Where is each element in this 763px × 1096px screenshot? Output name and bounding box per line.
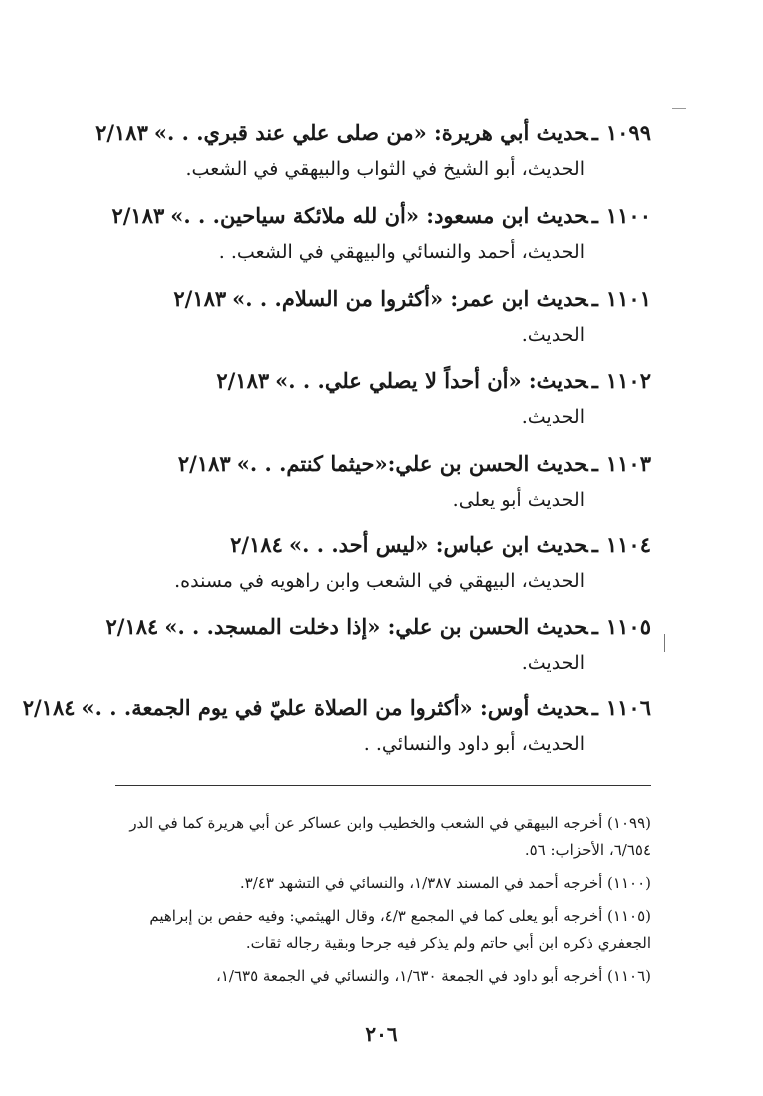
hadith-entry [23,693,651,759]
entry-title: حديث: «أن أحداً لا يصلي علي. . .» [275,368,588,393]
entry-reference: ٢/١٨٣ [111,203,165,228]
entry-body: الحديث، البيهقي في الشعب وابن راهويه في مسنده. [174,570,585,592]
entry-number: ١١٠٤ [605,532,651,557]
entry-heading [23,693,651,723]
entry-reference: ٢/١٨٤ [105,614,159,639]
hadith-entry [173,284,651,350]
entry-title: حديث الحسن بن علي: «إذا دخلت المسجد. . .» [164,614,588,639]
entry-body: الحديث. [521,652,585,674]
footnote-separator [115,785,651,786]
entry-dash: ـ [591,368,598,393]
footnote-text: (١٠٩٩) أخرجه البيهقي في الشعب والخطيب وابن عساكر عن أبي هريرة كما في الدر ٦/٦٥٤، الأحزاب: ٥٦. [129,814,651,859]
entry-heading [178,449,651,479]
entry-body: الحديث. [521,406,585,428]
entry-heading [174,530,651,560]
footnote-text: (١١٠٦) أخرجه أبو داود في الجمعة ١/٦٣٠، والنسائي في الجمعة ١/٦٣٥، [216,967,651,985]
entry-number: ١١٠٥ [605,614,651,639]
entry-title: حديث ابن عمر: «أكثروا من السلام. . .» [232,286,588,311]
entry-dash: ـ [591,286,598,311]
entry-title: حديث ابن مسعود: «أن لله ملائكة سياحين. . .» [170,203,588,228]
entry-heading [95,118,651,148]
entry-heading [216,366,651,396]
entry-title: حديث أبي هريرة: «من صلى علي عند قبري. . .» [153,120,588,145]
entry-dash: ـ [591,203,598,228]
entry-dash: ـ [591,532,598,557]
hadith-entry [95,118,651,184]
hadith-entry [106,612,651,678]
entry-number: ١١٠٠ [605,203,651,228]
footnote [111,903,651,957]
footnote-text: (١١٠٠) أخرجه أحمد في المسند ١/٣٨٧، والنسائي في التشهد ٣/٤٣. [239,874,651,892]
entry-body: الحديث، أحمد والنسائي والبيهقي في الشعب. . [218,241,585,263]
entry-reference: ٢/١٨٣ [216,368,270,393]
entry-reference: ٢/١٨٤ [22,695,76,720]
entry-number: ١٠٩٩ [605,120,651,145]
entry-reference: ٢/١٨٣ [95,120,148,145]
entry-title: حديث الحسن بن علي:«حيثما كنتم. . .» [236,451,588,476]
entry-reference: ٢/١٨٣ [177,451,231,476]
hadith-entry [111,201,651,267]
footnote [111,963,651,990]
entry-body: الحديث، أبو الشيخ في الثواب والبيهقي في الشعب. [185,158,585,180]
entry-title: حديث ابن عباس: «ليس أحد. . .» [288,532,588,557]
entry-dash: ـ [591,120,598,145]
entry-heading [111,201,651,231]
hadith-entry [174,530,651,596]
entry-dash: ـ [591,451,598,476]
entry-heading [173,284,651,314]
hadith-entry [216,366,651,432]
margin-mark [672,108,686,109]
entry-reference: ٢/١٨٤ [230,532,283,557]
footnote-text: (١١٠٥) أخرجه أبو يعلى كما في المجمع ٤/٣، وقال الهيثمي: وفيه حفص بن إبراهيم الجعفري ذكره ابن أبي حاتم ولم يذكر فيه جرحا وبقية رجاله ثقات. [149,907,651,952]
footnote [111,810,651,864]
entry-reference: ٢/١٨٣ [173,286,227,311]
entry-body: الحديث، أبو داود والنسائي. . [363,733,585,755]
entry-number: ١١٠٦ [605,695,651,720]
entry-dash: ـ [591,695,598,720]
entry-body: الحديث. [521,324,585,346]
entry-number: ١١٠١ [605,286,651,311]
entry-title: حديث أوس: «أكثروا من الصلاة عليّ في يوم الجمعة. . .» [81,695,588,720]
page-number: ٢٠٦ [365,1022,398,1046]
entry-body: الحديث أبو يعلى. [452,489,585,511]
footnote [111,870,651,897]
entry-number: ١١٠٣ [605,451,651,476]
entry-number: ١١٠٢ [605,368,651,393]
entry-dash: ـ [591,614,598,639]
margin-tick [664,634,665,652]
hadith-entry [178,449,651,515]
footnotes [111,810,651,996]
entry-heading [106,612,651,642]
